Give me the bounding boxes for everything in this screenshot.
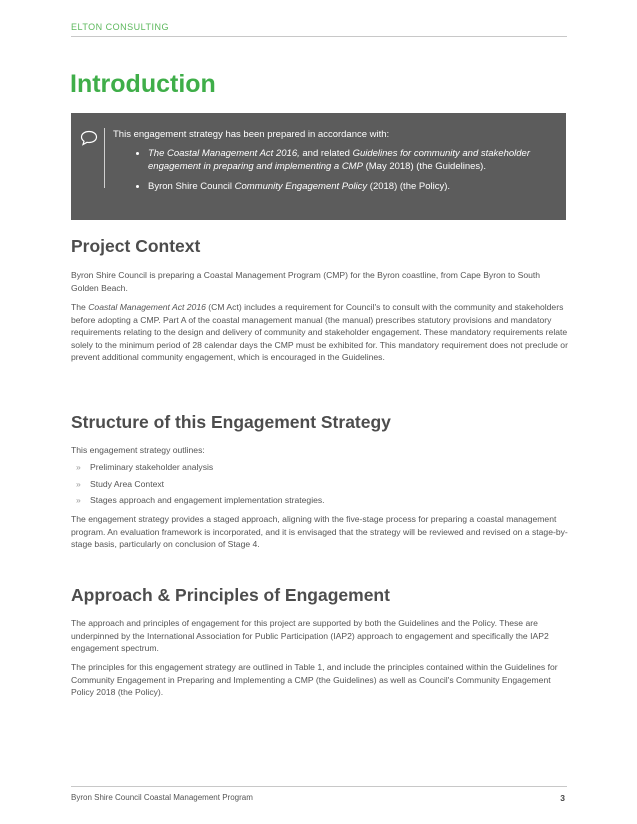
section-heading-project-context: Project Context [71,236,201,256]
project-context-paragraph-2: The Coastal Management Act 2016 (CM Act) includes a requirement for Council's to consult with the community and stakeholders before adopting a CMP. Part A of the coastal management manual (the manual) prescribes statutory provisions and mandatory requirements relating to the design and delivery of community and stakeholder engagement. These mandatory requirements relate solely to the minimum period of 28 calendar days the CMP must be exhibited for. This mandatory requirement does not preclude or prevent additional community engagement, which is encouraged in the Guidelines. [71,302,568,363]
list-item: » Stages approach and engagement implementation strategies. [76,492,325,509]
callout-list [113,147,558,200]
callout-item: • The Coastal Management Act 2016, and related Guidelines for community and stakeholder engagement in preparing and implementing a CMP (May 2018) (the Guidelines). [148,147,558,173]
page-title: Introduction [70,70,216,98]
section-heading-approach: Approach & Principles of Engagement [71,585,390,605]
callout-divider [104,128,105,188]
callout-lead: This engagement strategy has been prepared in accordance with: [113,129,390,140]
approach-paragraph-2: The principles for this engagement strategy are outlined in Table 1, and include the principles contained within the Guidelines for Community Engagement in Preparing and Implementing a CMP (the Guidelines) as well as Council's Community Engagement Policy 2018 (the Policy). [71,662,558,698]
page-number: 3 [560,793,565,803]
structure-list [76,459,325,509]
running-footer [71,786,567,802]
running-header [71,22,567,37]
callout-item: • Byron Shire Council Community Engagement Policy (2018) (the Policy). [148,180,558,193]
list-item: » Preliminary stakeholder analysis [76,459,325,476]
list-item: » Study Area Context [76,476,325,493]
structure-paragraph-2: The engagement strategy provides a staged approach, aligning with the five-stage process for preparing a coastal management program. An evaluation framework is incorporated, and it is envisaged that the strategy will be reviewed and revised on a stage-by-stage basis, particularly on conclusion of Stage 4. [71,514,568,550]
project-context-paragraph-1: Byron Shire Council is preparing a Coastal Management Program (CMP) for the Byron coastline, from Cape Byron to South Golden Beach. [71,270,541,293]
approach-paragraph-1: The approach and principles of engagement for this project are supported by both the Guidelines and the Policy. These are underpinned by the International Association for Public Participation (IAP2) approach to engagement and specifically the IAP2 engagement spectrum. [71,618,549,654]
arrow-icon: » [76,495,81,505]
arrow-icon: » [76,462,81,472]
section-heading-structure: Structure of this Engagement Strategy [71,412,391,432]
footer-title: Byron Shire Council Coastal Management Program [71,793,253,802]
arrow-icon: » [76,478,81,489]
company-name: ELTON CONSULTING [71,22,170,32]
speech-bubble-icon [80,130,98,151]
callout-box [71,113,566,220]
structure-intro: This engagement strategy outlines: [71,445,205,455]
